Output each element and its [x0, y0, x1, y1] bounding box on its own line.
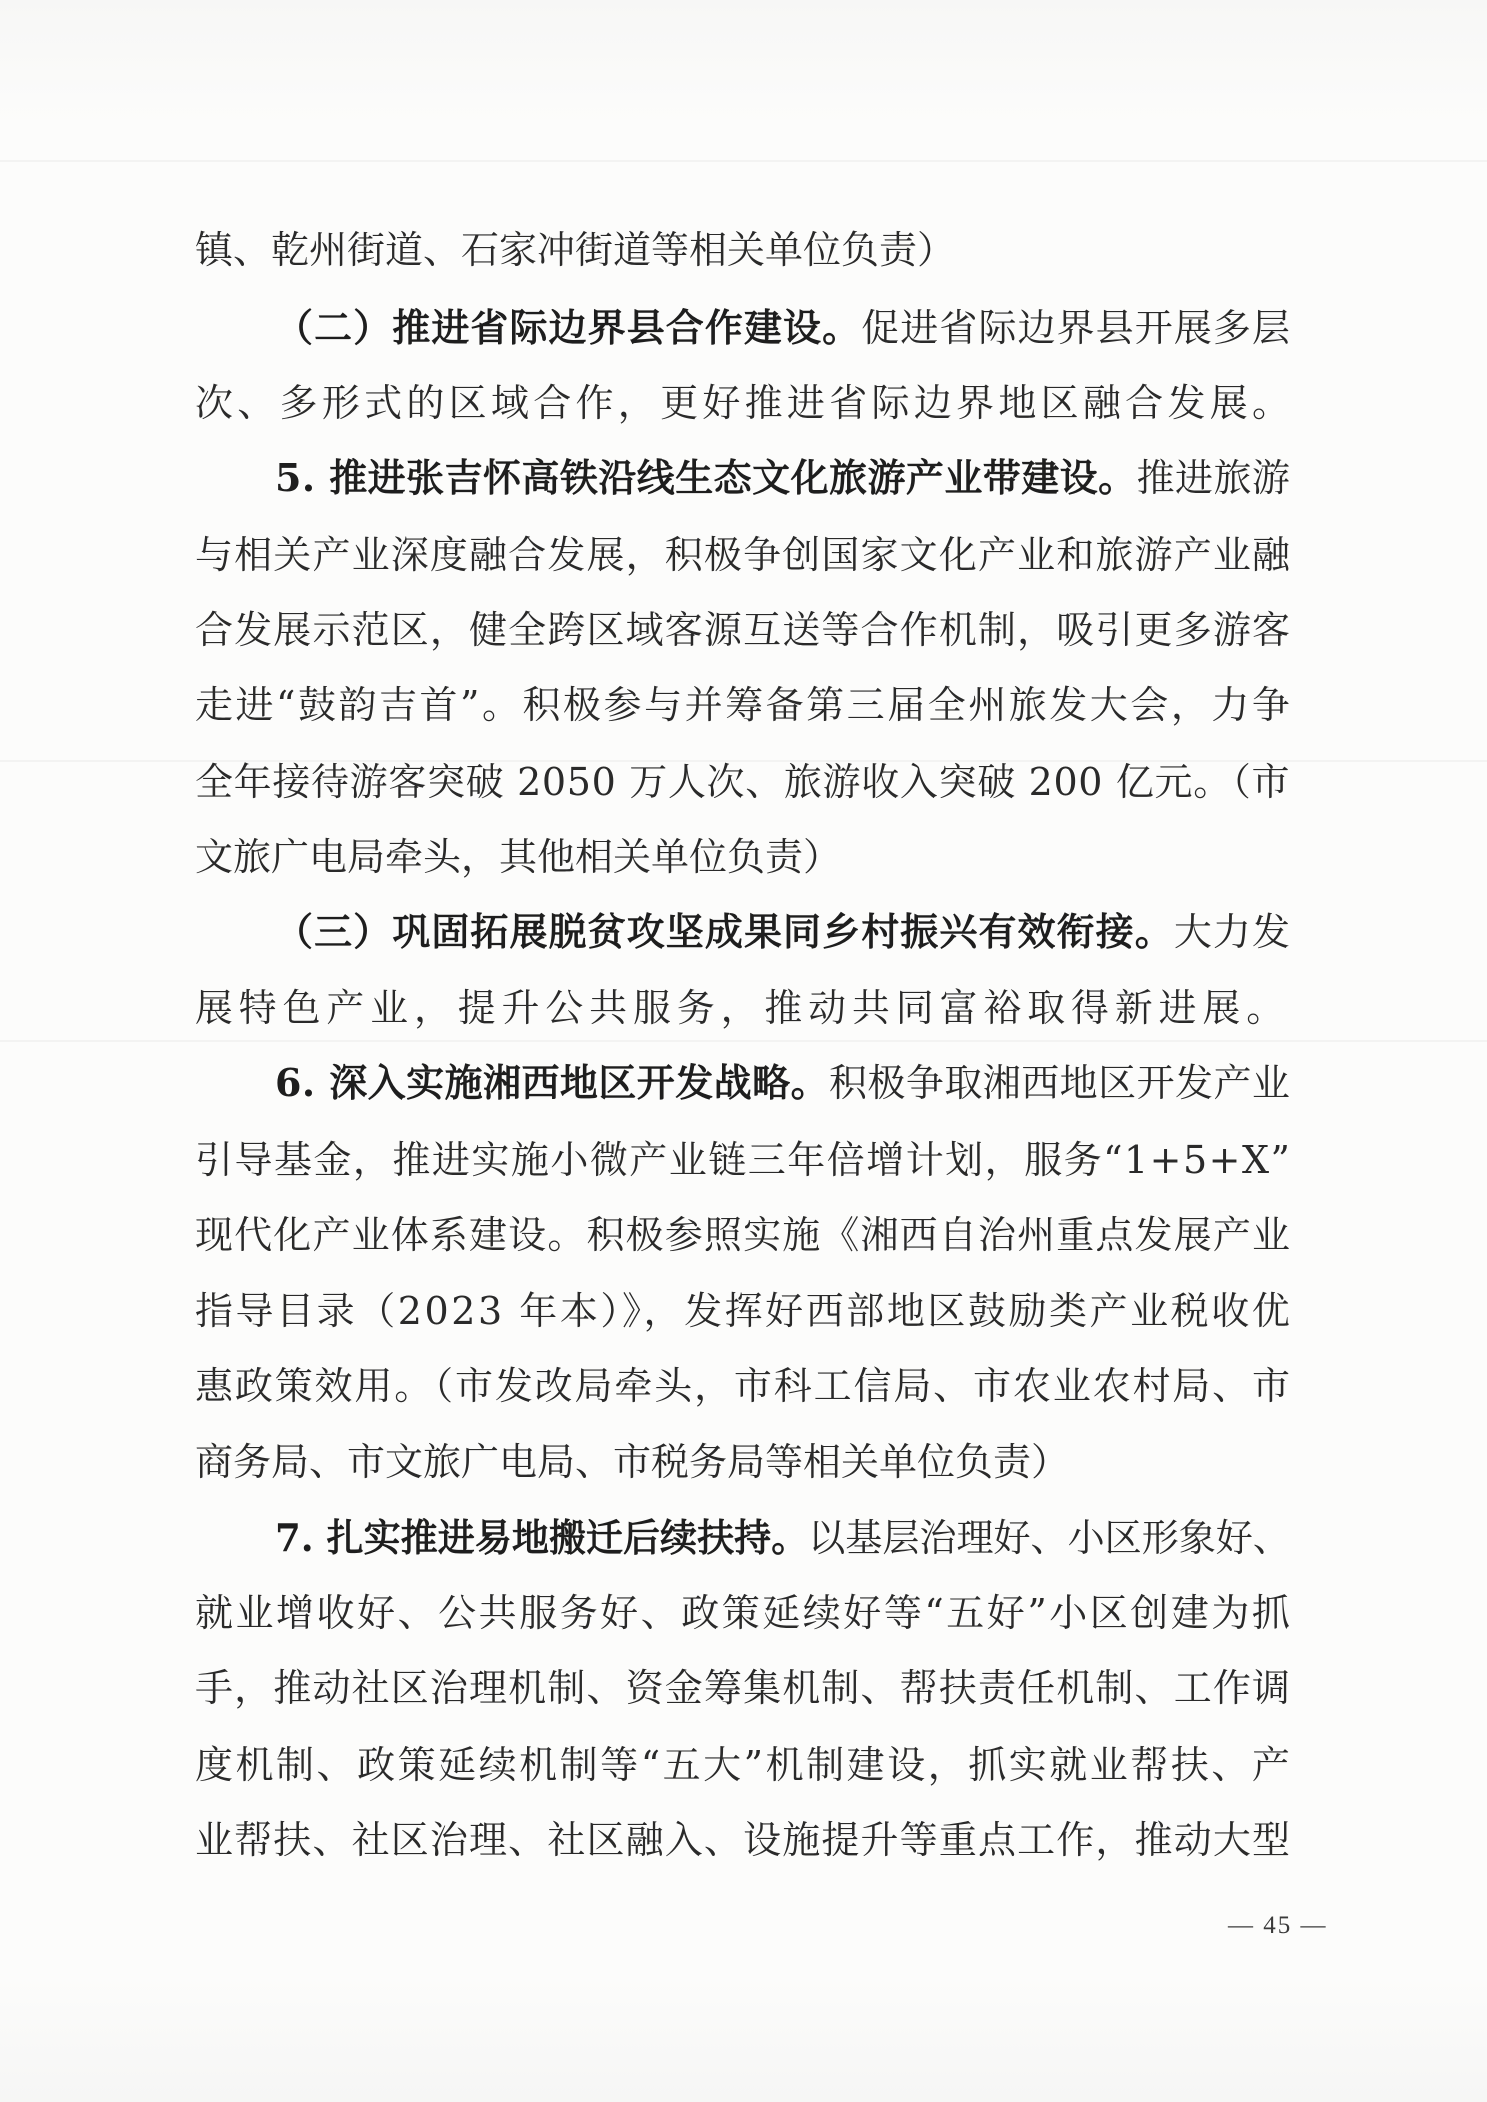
heading-line: 6. 深入实施湘西地区开发战略。积极争取湘西地区开发产业	[275, 1060, 1291, 1105]
item-heading: 7. 扎实推进易地搬迁后续扶持。	[275, 1515, 809, 1560]
text-line: 现代化产业体系建设。积极参照实施《湘西自治州重点发展产业	[195, 1213, 1292, 1257]
text-line: 合发展示范区，健全跨区域客源互送等合作机制，吸引更多游客	[195, 608, 1292, 652]
text-line: 走进“鼓韵吉首”。积极参与并筹备第三届全州旅发大会，力争	[195, 683, 1293, 727]
scan-artifact	[0, 1040, 1487, 1042]
text-line: 与相关产业深度融合发展，积极争创国家文化产业和旅游产业融	[195, 533, 1292, 577]
scan-artifact	[0, 160, 1487, 162]
heading-line: （三）巩固拓展脱贫攻坚成果同乡村振兴有效衔接。大力发	[275, 909, 1292, 954]
text-line: 引导基金，推进实施小微产业链三年倍增计划，服务“1+5+X”	[195, 1138, 1292, 1182]
text-line: 次、多形式的区域合作，更好推进省际边界地区融合发展。	[195, 381, 1295, 425]
text-line: 就业增收好、公共服务好、政策延续好等“五好”小区创建为抓	[195, 1591, 1293, 1635]
section-heading: （二）推进省际边界县合作建设。	[275, 305, 862, 350]
text-line: 商务局、市文旅广电局、市税务局等相关单位负责）	[195, 1440, 1070, 1484]
text-line: 全年接待游客突破 2050 万人次、旅游收入突破 200 亿元。（市	[195, 760, 1291, 804]
text-line: 文旅广电局牵头，其他相关单位负责）	[195, 835, 842, 879]
text-line: 业帮扶、社区治理、社区融入、设施提升等重点工作，推动大型	[195, 1818, 1292, 1862]
heading-line: 5. 推进张吉怀高铁沿线生态文化旅游产业带建设。推进旅游	[275, 455, 1291, 500]
item-heading: 5. 推进张吉怀高铁沿线生态文化旅游产业带建设。	[275, 455, 1137, 500]
text-line: 手，推动社区治理机制、资金筹集机制、帮扶责任机制、工作调	[195, 1666, 1292, 1710]
text-line: 惠政策效用。（市发改局牵头，市科工信局、市农业农村局、市	[195, 1364, 1292, 1408]
text-line: 展特色产业，提升公共服务，推动共同富裕取得新进展。	[195, 986, 1291, 1030]
page-number: — 45 —	[1228, 1912, 1328, 1939]
text-line: 镇、乾州街道、石家冲街道等相关单位负责）	[195, 228, 956, 272]
item-heading: 6. 深入实施湘西地区开发战略。	[275, 1060, 830, 1105]
text-line: 度机制、政策延续机制等“五大”机制建设，抓实就业帮扶、产	[195, 1743, 1293, 1787]
section-heading: （三）巩固拓展脱贫攻坚成果同乡村振兴有效衔接。	[275, 909, 1174, 954]
text-line: 指导目录（2023 年本）》，发挥好西部地区鼓励类产业税收优	[195, 1289, 1293, 1333]
heading-line: （二）推进省际边界县合作建设。促进省际边界县开展多层	[275, 305, 1292, 350]
heading-line: 7. 扎实推进易地搬迁后续扶持。以基层治理好、小区形象好、	[275, 1515, 1290, 1560]
